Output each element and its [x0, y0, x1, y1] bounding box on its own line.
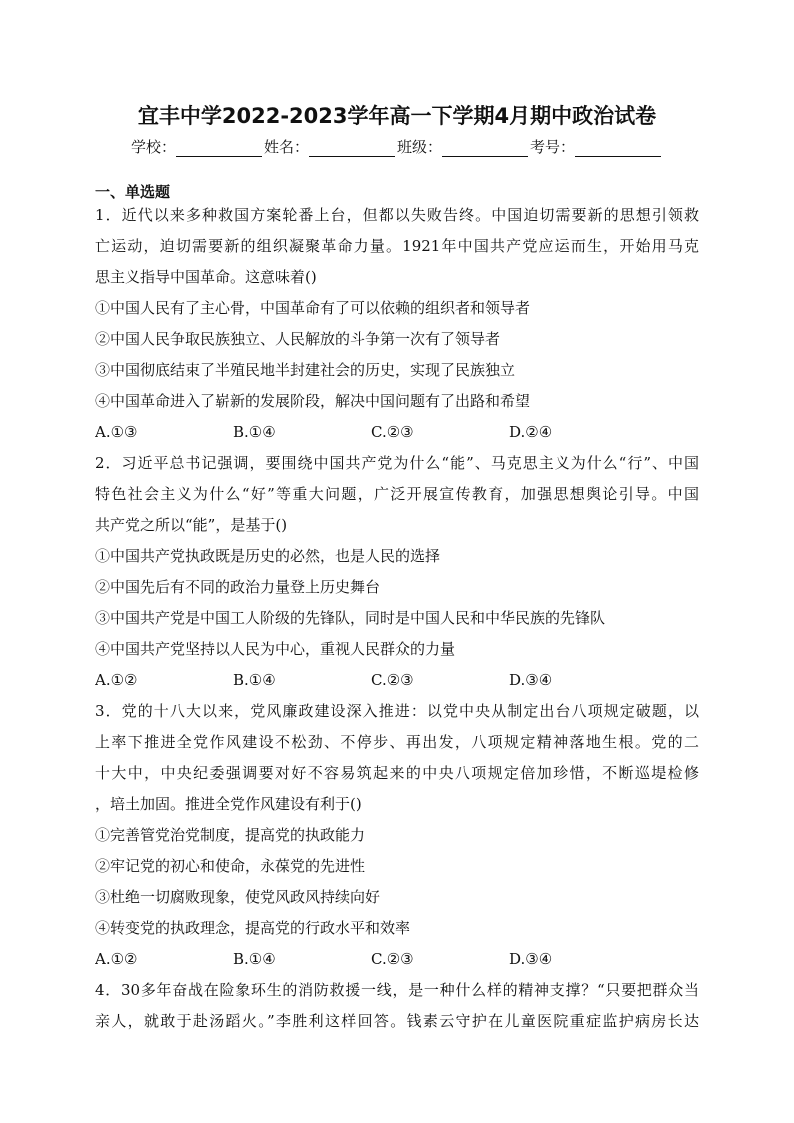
choice-a: A.①② — [95, 671, 138, 689]
choice-c: C.②③ — [371, 671, 414, 689]
class-label: 班级： — [397, 138, 443, 156]
question-3 — [95, 696, 699, 975]
answer-choices — [95, 417, 699, 448]
choice-d: D.③④ — [509, 950, 553, 968]
statement-item: ③杜绝一切腐败现象，使党风政风持续向好 — [95, 888, 381, 906]
question-stem-line: 2．习近平总书记强调，要围绕中国共产党为什么“能”、马克思主义为什么“行”、中国 — [95, 454, 699, 472]
answer-choices — [95, 665, 699, 696]
question-stem-line: 1．近代以来多种救国方案轮番上台，但都以失败告终。中国迫切需要新的思想引领救 — [95, 206, 699, 224]
school-label: 学校： — [130, 138, 176, 156]
number-blank — [575, 141, 661, 157]
question-stem-line: 亲人，就敢于赴汤蹈火。”李胜利这样回答。钱素云守护在儿童医院重症监护病房长达 — [95, 1012, 699, 1030]
section-heading: 一、单选题 — [95, 183, 171, 201]
statement-item: ②中国人民争取民族独立、人民解放的斗争第一次有了领导者 — [95, 330, 501, 348]
choice-c: C.②③ — [371, 950, 414, 968]
statement-item: ①中国共产党执政既是历史的必然，也是人民的选择 — [95, 547, 441, 565]
choice-a: A.①③ — [95, 423, 138, 441]
choice-b: B.①④ — [233, 950, 276, 968]
question-stem-line: 3．党的十八大以来，党风廉政建设深入推进：以党中央从制定出台八项规定破题，以 — [95, 702, 699, 720]
class-blank — [442, 141, 528, 157]
question-stem-line: 4．30多年奋战在险象环生的消防救援一线，是一种什么样的精神支撑？“只要把群众当 — [95, 981, 699, 999]
question-1 — [95, 200, 699, 448]
answer-choices — [95, 944, 699, 975]
name-blank — [309, 141, 395, 157]
statement-item: ④中国共产党坚持以人民为中心，重视人民群众的力量 — [95, 640, 456, 658]
choice-c: C.②③ — [371, 423, 414, 441]
school-blank — [176, 141, 262, 157]
number-label: 考号： — [530, 138, 576, 156]
choice-d: D.③④ — [509, 671, 553, 689]
statement-item: ②中国先后有不同的政治力量登上历史舞台 — [95, 578, 381, 596]
question-stem-line: 上率下推进全党作风建设不松劲、不停步、再出发，八项规定精神落地生根。党的二 — [95, 733, 699, 751]
question-stem-line: ，培土加固。推进全党作风建设有利于() — [95, 795, 362, 813]
statement-item: ④转变党的执政理念，提高党的行政水平和效率 — [95, 919, 411, 937]
choice-b: B.①④ — [233, 671, 276, 689]
name-label: 姓名： — [263, 138, 309, 156]
question-stem-line: 十大中，中央纪委强调要对好不容易筑起来的中央八项规定倍加珍惜，不断巡堤检修 — [95, 764, 699, 782]
question-stem-line: 特色社会主义为什么“好”等重大问题，广泛开展宣传教育，加强思想舆论引导。中国 — [95, 485, 699, 503]
choice-a: A.①② — [95, 950, 138, 968]
question-stem-line: 共产党之所以“能”，是基于() — [95, 516, 288, 534]
statement-item: ③中国彻底结束了半殖民地半封建社会的历史，实现了民族独立 — [95, 361, 516, 379]
question-4 — [95, 975, 699, 1037]
statement-item: ①中国人民有了主心骨，中国革命有了可以依赖的组织者和领导者 — [95, 299, 531, 317]
statement-item: ①完善管党治党制度，提高党的执政能力 — [95, 826, 366, 844]
exam-title: 宜丰中学2022-2023学年高一下学期4月期中政治试卷 — [137, 104, 657, 128]
student-info-row — [0, 136, 794, 157]
statement-item: ③中国共产党是中国工人阶级的先锋队，同时是中国人民和中华民族的先锋队 — [95, 609, 606, 627]
choice-b: B.①④ — [233, 423, 276, 441]
choice-d: D.②④ — [509, 423, 553, 441]
statement-item: ④中国革命进入了崭新的发展阶段，解决中国问题有了出路和希望 — [95, 392, 531, 410]
statement-item: ②牢记党的初心和使命，永葆党的先进性 — [95, 857, 366, 875]
questions-list — [95, 200, 699, 1037]
question-2 — [95, 448, 699, 696]
question-stem-line: 亡运动，迫切需要新的组织凝聚革命力量。1921年中国共产党应运而生，开始用马克 — [95, 237, 699, 255]
question-stem-line: 思主义指导中国革命。这意味着() — [95, 268, 317, 286]
